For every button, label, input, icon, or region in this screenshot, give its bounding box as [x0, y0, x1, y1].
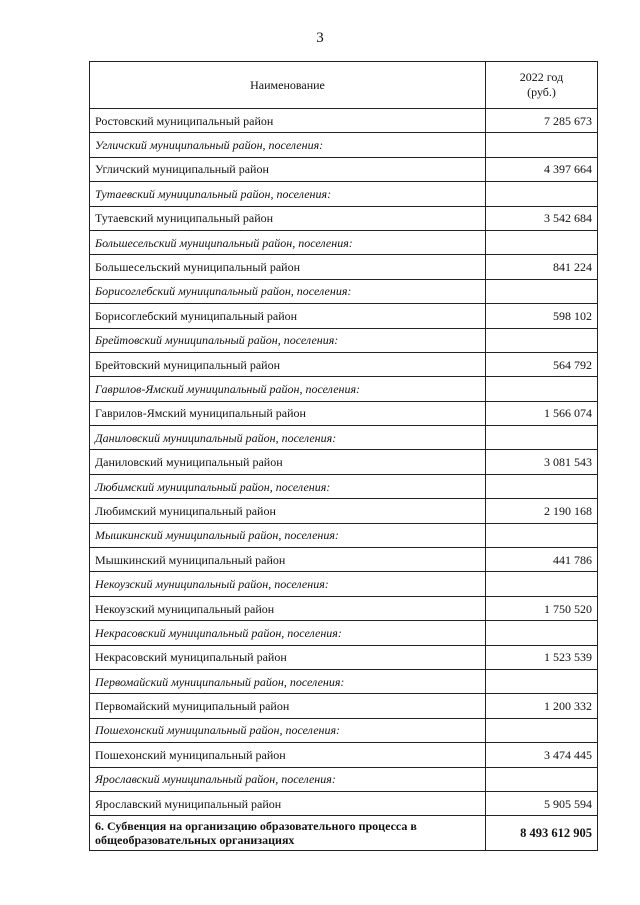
table-row [90, 255, 598, 279]
table-row [90, 304, 598, 328]
row-value: 441 786 [486, 548, 598, 572]
row-value [486, 230, 598, 254]
table-row [90, 548, 598, 572]
row-value: 3 474 445 [486, 743, 598, 767]
row-name: Тутаевский муниципальный район, поселения: [90, 182, 486, 206]
row-value [486, 621, 598, 645]
budget-table [89, 61, 598, 851]
table-row [90, 645, 598, 669]
row-name: Первомайский муниципальный район [90, 694, 486, 718]
row-name: Некрасовский муниципальный район [90, 645, 486, 669]
table-row [90, 352, 598, 376]
row-value [486, 426, 598, 450]
row-value [486, 182, 598, 206]
table-row [90, 791, 598, 815]
row-value: 1 566 074 [486, 401, 598, 425]
table-body [90, 109, 598, 816]
total-name-line2: общеобразовательных организациях [95, 833, 295, 848]
group-header-row [90, 474, 598, 498]
row-value [486, 669, 598, 693]
row-name: Ярославский муниципальный район [90, 791, 486, 815]
row-value: 3 542 684 [486, 206, 598, 230]
row-name: Любимский муниципальный район [90, 499, 486, 523]
group-header-row [90, 426, 598, 450]
total-row [90, 816, 598, 851]
row-name: Ростовский муниципальный район [90, 109, 486, 133]
row-name: Ярославский муниципальный район, поселения: [90, 767, 486, 791]
group-header-row [90, 230, 598, 254]
row-name: Пошехонский муниципальный район, поселения: [90, 718, 486, 742]
row-name: Даниловский муниципальный район [90, 450, 486, 474]
row-name: Некоузский муниципальный район [90, 596, 486, 620]
row-value: 1 200 332 [486, 694, 598, 718]
row-name: Борисоглебский муниципальный район [90, 304, 486, 328]
row-value [486, 767, 598, 791]
row-value: 1 750 520 [486, 596, 598, 620]
column-header-year [486, 62, 598, 109]
column-header-unit: (руб.) [527, 85, 556, 99]
row-name: Брейтовский муниципальный район, поселения: [90, 328, 486, 352]
row-name: Любимский муниципальный район, поселения: [90, 474, 486, 498]
row-value [486, 377, 598, 401]
row-value [486, 523, 598, 547]
row-value: 4 397 664 [486, 157, 598, 181]
row-name: Угличский муниципальный район, поселения: [90, 133, 486, 157]
page-number: 3 [316, 30, 324, 46]
table-row [90, 743, 598, 767]
table-row [90, 499, 598, 523]
row-value [486, 474, 598, 498]
row-value: 841 224 [486, 255, 598, 279]
row-value [486, 279, 598, 303]
column-header-name: Наименование [90, 62, 486, 109]
total-name [90, 816, 486, 851]
row-value [486, 718, 598, 742]
table-row [90, 596, 598, 620]
table-row [90, 157, 598, 181]
group-header-row [90, 279, 598, 303]
row-value: 3 081 543 [486, 450, 598, 474]
row-name: Некоузский муниципальный район, поселения: [90, 572, 486, 596]
group-header-row [90, 133, 598, 157]
group-header-row [90, 377, 598, 401]
row-name: Большесельский муниципальный район, поселения: [90, 230, 486, 254]
row-value: 598 102 [486, 304, 598, 328]
row-value: 5 905 594 [486, 791, 598, 815]
row-value: 7 285 673 [486, 109, 598, 133]
row-name: Большесельский муниципальный район [90, 255, 486, 279]
row-name: Даниловский муниципальный район, поселения: [90, 426, 486, 450]
group-header-row [90, 182, 598, 206]
table-row [90, 206, 598, 230]
row-name: Пошехонский муниципальный район [90, 743, 486, 767]
row-value [486, 572, 598, 596]
total-value: 8 493 612 905 [486, 816, 598, 851]
table-row [90, 109, 598, 133]
group-header-row [90, 621, 598, 645]
row-value [486, 328, 598, 352]
total-name-line1: 6. Субвенция на организацию образовательного процесса в [95, 819, 417, 834]
row-name: Гаврилов-Ямский муниципальный район [90, 401, 486, 425]
row-name: Брейтовский муниципальный район [90, 352, 486, 376]
table-row [90, 450, 598, 474]
table-row [90, 694, 598, 718]
column-header-year-label: 2022 год [519, 70, 564, 84]
row-value: 564 792 [486, 352, 598, 376]
group-header-row [90, 328, 598, 352]
row-value: 1 523 539 [486, 645, 598, 669]
group-header-row [90, 718, 598, 742]
group-header-row [90, 572, 598, 596]
group-header-row [90, 523, 598, 547]
row-name: Тутаевский муниципальный район [90, 206, 486, 230]
row-name: Гаврилов-Ямский муниципальный район, поселения: [90, 377, 486, 401]
row-name: Мышкинский муниципальный район [90, 548, 486, 572]
row-name: Борисоглебский муниципальный район, поселения: [90, 279, 486, 303]
row-name: Первомайский муниципальный район, поселения: [90, 669, 486, 693]
row-value [486, 133, 598, 157]
table-header-row [90, 62, 598, 109]
table-row [90, 401, 598, 425]
row-name: Мышкинский муниципальный район, поселения: [90, 523, 486, 547]
group-header-row [90, 669, 598, 693]
row-name: Угличский муниципальный район [90, 157, 486, 181]
row-value: 2 190 168 [486, 499, 598, 523]
group-header-row [90, 767, 598, 791]
row-name: Некрасовский муниципальный район, поселения: [90, 621, 486, 645]
